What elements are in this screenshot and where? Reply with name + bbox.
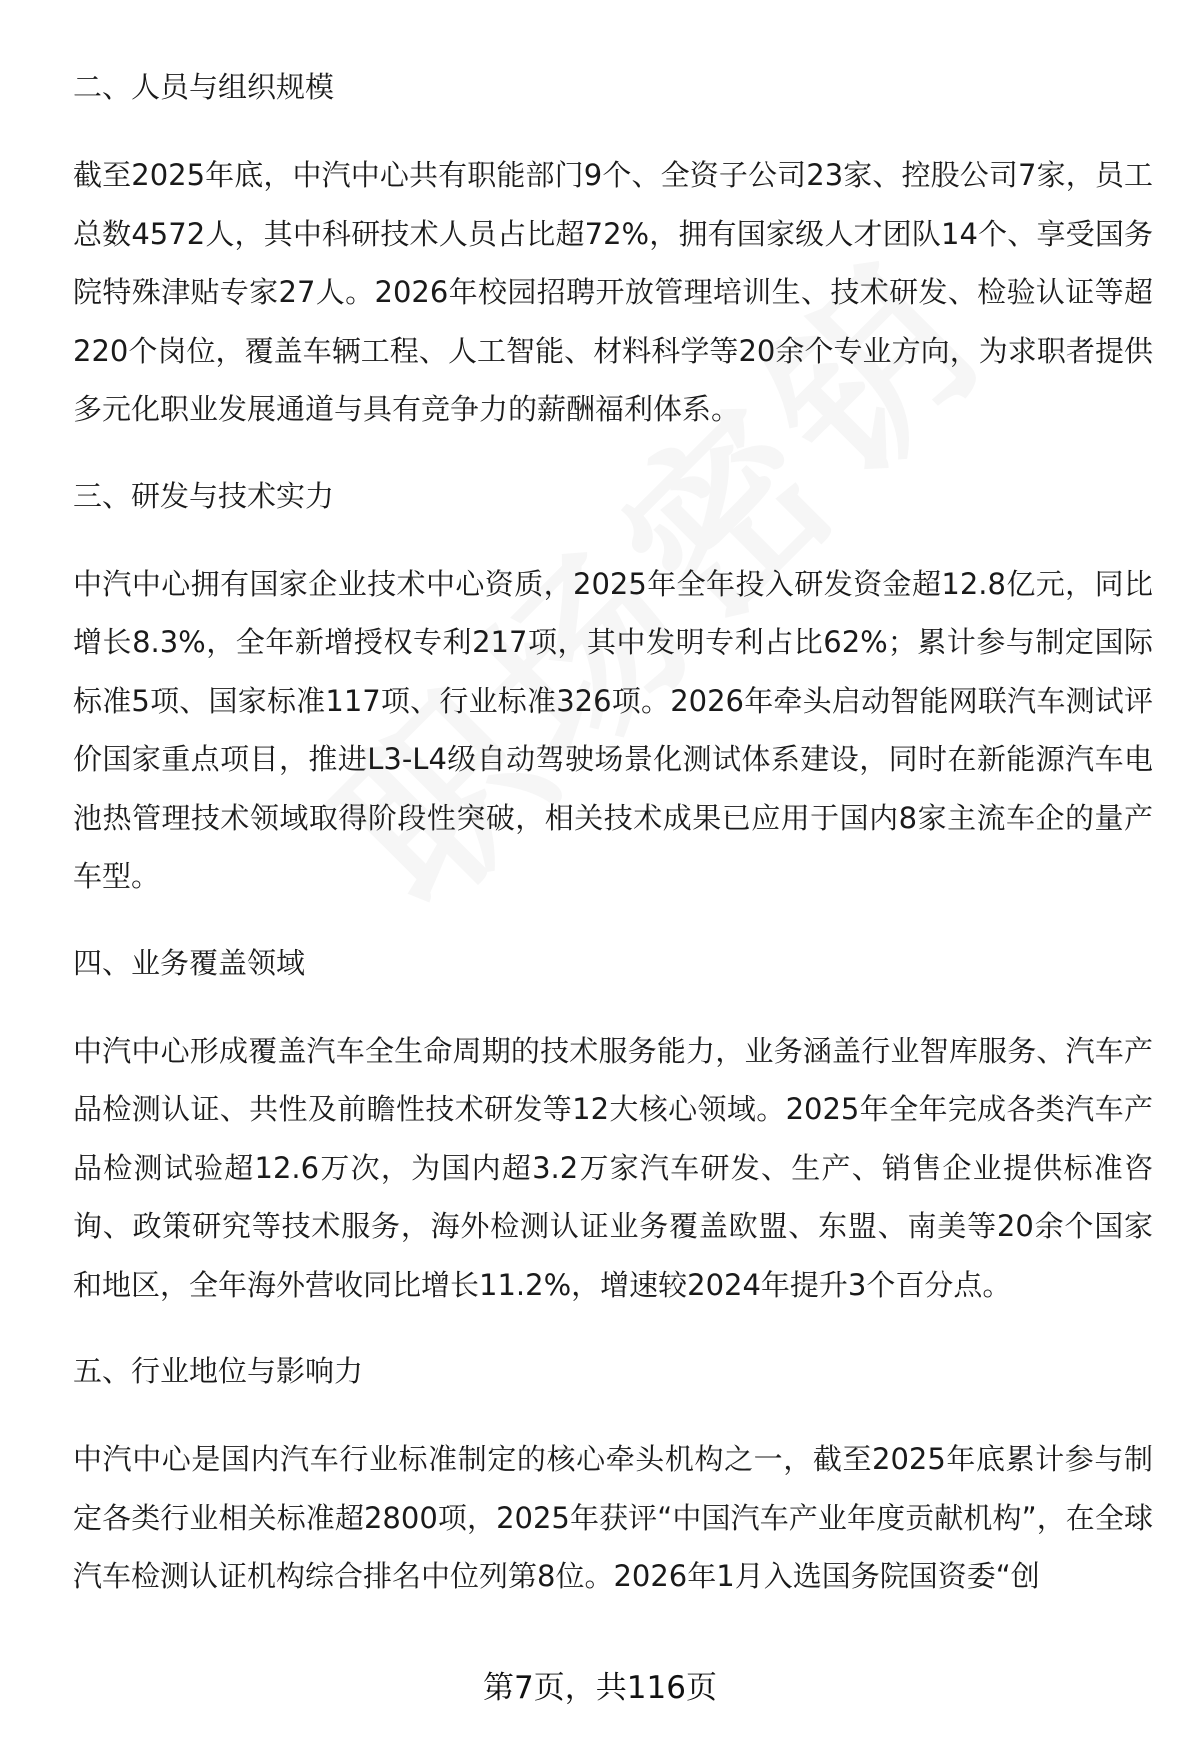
- section-paragraph: 中汽中心拥有国家企业技术中心资质，2025年全年投入研发资金超12.8亿元，同比增长8.3%，全年新增授权专利217项，其中发明专利占比62%；累计参与制定国际标准5项、国家标准117项、行业标准326项。2026年牵头启动智能网联汽车测试评价国家重点项目，推进L3-L4级自动驾驶场景化测试体系建设，同时在新能源汽车电池热管理技术领域取得阶段性突破，相关技术成果已应用于国内8家主流车企的量产车型。: [73, 566, 1153, 893]
- section-business: [73, 934, 1153, 1315]
- section-industry-status: [73, 1342, 1153, 1606]
- page-number: 第7页，共116页: [483, 1670, 717, 1706]
- section-heading: 四、业务覆盖领域: [73, 945, 306, 980]
- section-heading: 二、人员与组织规模: [73, 70, 335, 104]
- section-heading: 五、行业地位与影响力: [73, 1354, 364, 1388]
- document-body: [73, 58, 1153, 1634]
- section-personnel: [73, 58, 1153, 439]
- section-rnd: [73, 467, 1153, 906]
- section-heading: 三、研发与技术实力: [73, 478, 335, 513]
- section-paragraph: 截至2025年底，中汽中心共有职能部门9个、全资子公司23家、控股公司7家，员工总数4572人，其中科研技术人员占比超72%，拥有国家级人才团队14个、享受国务院特殊津贴专家27人。2026年校园招聘开放管理培训生、技术研发、检验认证等超220个岗位，覆盖车辆工程、人工智能、材料科学等20余个专业方向，为求职者提供多元化职业发展通道与具有竞争力的薪酬福利体系。: [73, 158, 1153, 426]
- section-paragraph: 中汽中心是国内汽车行业标准制定的核心牵头机构之一，截至2025年底累计参与制定各类行业相关标准超2800项，2025年获评“中国汽车产业年度贡献机构”，在全球汽车检测认证机构综合排名中位列第8位。2026年1月入选国务院国资委“创: [73, 1442, 1153, 1593]
- section-paragraph: 中汽中心形成覆盖汽车全生命周期的技术服务能力，业务涵盖行业智库服务、汽车产品检测认证、共性及前瞻性技术研发等12大核心领域。2025年全年完成各类汽车产品检测试验超12.6万次，为国内超3.2万家汽车研发、生产、销售企业提供标准咨询、政策研究等技术服务，海外检测认证业务覆盖欧盟、东盟、南美等20余个国家和地区，全年海外营收同比增长11.2%，增速较2024年提升3个百分点。: [73, 1033, 1153, 1302]
